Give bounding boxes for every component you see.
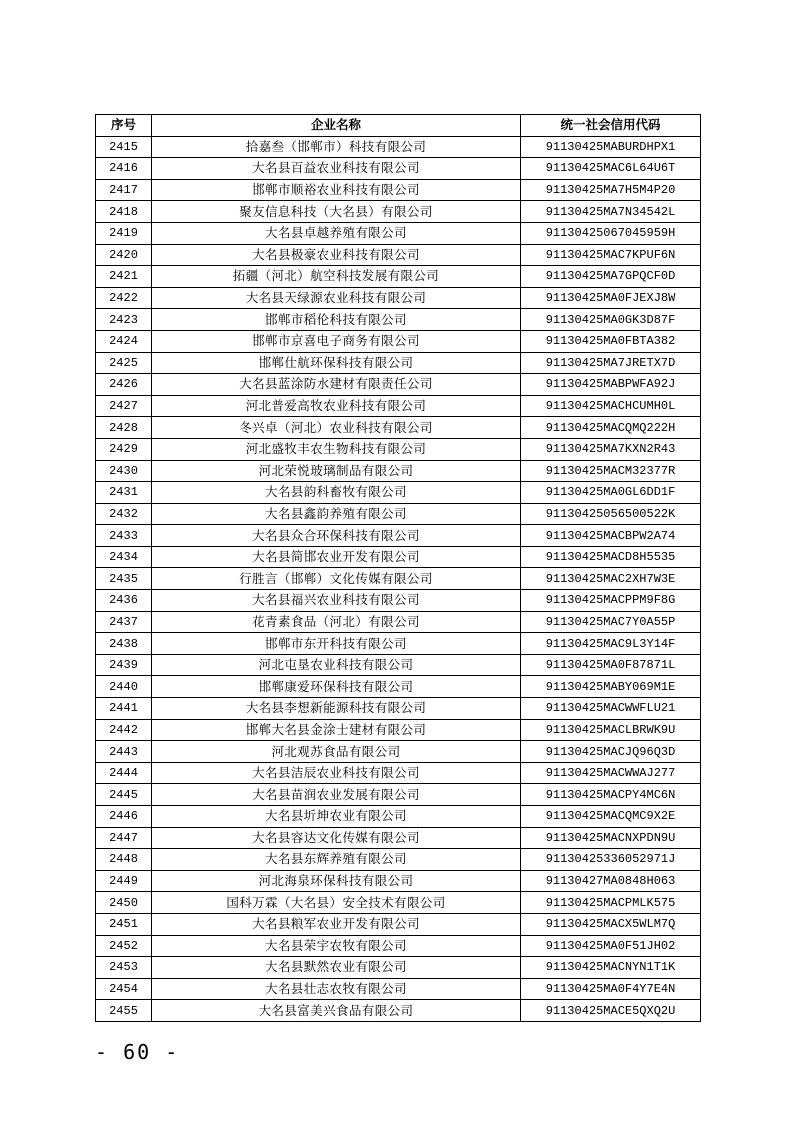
company-name: 拓疆（河北）航空科技发展有限公司: [152, 266, 521, 288]
credit-code: 91130425MACX5WLM7Q: [521, 913, 701, 935]
company-name: 花青素食品（河北）有限公司: [152, 611, 521, 633]
company-name: 大名县苗润农业发展有限公司: [152, 784, 521, 806]
table-row: [96, 222, 701, 244]
credit-code: 91130425MAC6L64U6T: [521, 158, 701, 180]
table-row: [96, 806, 701, 828]
table-row: [96, 611, 701, 633]
row-number: 2419: [96, 222, 152, 244]
company-name: 行胜言（邯郸）文化传媒有限公司: [152, 568, 521, 590]
table-row: [96, 741, 701, 763]
table-row: [96, 590, 701, 612]
credit-code: 91130425MACPPM9F8G: [521, 590, 701, 612]
company-name: 大名县富美兴食品有限公司: [152, 1000, 521, 1022]
credit-code: 91130425MA7N34542L: [521, 201, 701, 223]
table-row: [96, 417, 701, 439]
row-number: 2441: [96, 698, 152, 720]
company-name: 拾嘉叁（邯郸市）科技有限公司: [152, 136, 521, 158]
table-row: [96, 1000, 701, 1022]
table-row: [96, 395, 701, 417]
company-name: 大名县简邯农业开发有限公司: [152, 546, 521, 568]
credit-code: 91130425MACNYN1T1K: [521, 957, 701, 979]
table-row: [96, 266, 701, 288]
row-number: 2429: [96, 438, 152, 460]
company-name: 河北观苏食品有限公司: [152, 741, 521, 763]
row-number: 2445: [96, 784, 152, 806]
table-row: [96, 503, 701, 525]
credit-code: 91130425MABPWFA92J: [521, 374, 701, 396]
row-number: 2422: [96, 287, 152, 309]
credit-code: 91130425MA7JRETX7D: [521, 352, 701, 374]
table-row: [96, 136, 701, 158]
table-row: [96, 892, 701, 914]
company-name: 河北普爱高牧农业科技有限公司: [152, 395, 521, 417]
table-row: [96, 654, 701, 676]
row-number: 2451: [96, 913, 152, 935]
row-number: 2424: [96, 330, 152, 352]
table-row: [96, 849, 701, 871]
company-name: 邯郸市顺裕农业科技有限公司: [152, 179, 521, 201]
row-number: 2416: [96, 158, 152, 180]
table-row: [96, 201, 701, 223]
credit-code: 91130425MACPMLK575: [521, 892, 701, 914]
table-row: [96, 546, 701, 568]
table-row: [96, 957, 701, 979]
row-number: 2417: [96, 179, 152, 201]
table-row: [96, 482, 701, 504]
row-number: 2434: [96, 546, 152, 568]
credit-code: 91130425MACM32377R: [521, 460, 701, 482]
row-number: 2448: [96, 849, 152, 871]
row-number: 2415: [96, 136, 152, 158]
row-number: 2453: [96, 957, 152, 979]
company-name: 邯郸大名县金涂士建材有限公司: [152, 719, 521, 741]
row-number: 2435: [96, 568, 152, 590]
credit-code: 91130425MA7GPQCF0D: [521, 266, 701, 288]
row-number: 2425: [96, 352, 152, 374]
company-name: 大名县容达文化传媒有限公司: [152, 827, 521, 849]
row-number: 2428: [96, 417, 152, 439]
company-name: 大名县众合环保科技有限公司: [152, 525, 521, 547]
company-name: 河北荣悦玻璃制品有限公司: [152, 460, 521, 482]
credit-code: 91130425MA0F51JH02: [521, 935, 701, 957]
table-row: [96, 525, 701, 547]
table-row: [96, 568, 701, 590]
row-number: 2438: [96, 633, 152, 655]
credit-code: 91130425MAC7Y0A55P: [521, 611, 701, 633]
credit-code: 91130425MAC7KPUF6N: [521, 244, 701, 266]
credit-code: 91130425MACPY4MC6N: [521, 784, 701, 806]
table-row: [96, 978, 701, 1000]
enterprise-table: [95, 114, 701, 1022]
credit-code: 91130425MA7H5M4P20: [521, 179, 701, 201]
row-number: 2431: [96, 482, 152, 504]
row-number: 2432: [96, 503, 152, 525]
row-number: 2447: [96, 827, 152, 849]
company-name: 大名县韵科畜牧有限公司: [152, 482, 521, 504]
credit-code: 91130425MACE5QXQ2U: [521, 1000, 701, 1022]
credit-code: 91130425MACD8H5535: [521, 546, 701, 568]
table-row: [96, 870, 701, 892]
row-number: 2423: [96, 309, 152, 331]
table-row: [96, 309, 701, 331]
credit-code: 91130425MACWWFLU21: [521, 698, 701, 720]
credit-code: 91130425MACJQ96Q3D: [521, 741, 701, 763]
header-number: 序号: [96, 115, 152, 137]
company-name: 邯郸仕航环保科技有限公司: [152, 352, 521, 374]
credit-code: 91130425056500522K: [521, 503, 701, 525]
company-name: 大名县福兴农业科技有限公司: [152, 590, 521, 612]
company-name: 河北屯垦农业科技有限公司: [152, 654, 521, 676]
row-number: 2444: [96, 762, 152, 784]
company-name: 邯郸市京喜电子商务有限公司: [152, 330, 521, 352]
company-name: 河北盛牧丰农生物科技有限公司: [152, 438, 521, 460]
company-name: 大名县卓越养殖有限公司: [152, 222, 521, 244]
row-number: 2421: [96, 266, 152, 288]
table-row: [96, 352, 701, 374]
table-row: [96, 287, 701, 309]
company-name: 大名县天绿源农业科技有限公司: [152, 287, 521, 309]
credit-code: 91130425MABURDHPX1: [521, 136, 701, 158]
table-row: [96, 913, 701, 935]
row-number: 2427: [96, 395, 152, 417]
company-name: 大名县东辉养殖有限公司: [152, 849, 521, 871]
company-name: 大名县壮志农牧有限公司: [152, 978, 521, 1000]
table-row: [96, 179, 701, 201]
company-name: 大名县默然农业有限公司: [152, 957, 521, 979]
table-row: [96, 935, 701, 957]
credit-code: 91130425MA0FBTA382: [521, 330, 701, 352]
table-row: [96, 460, 701, 482]
company-name: 河北海泉环保科技有限公司: [152, 870, 521, 892]
row-number: 2443: [96, 741, 152, 763]
company-name: 冬兴卓（河北）农业科技有限公司: [152, 417, 521, 439]
credit-code: 91130427MA0848H063: [521, 870, 701, 892]
credit-code: 91130425MA0FJEXJ8W: [521, 287, 701, 309]
company-name: 国科万霖（大名县）安全技术有限公司: [152, 892, 521, 914]
row-number: 2420: [96, 244, 152, 266]
row-number: 2440: [96, 676, 152, 698]
row-number: 2455: [96, 1000, 152, 1022]
credit-code: 91130425MA0GK3D87F: [521, 309, 701, 331]
company-name: 大名县荣宇农牧有限公司: [152, 935, 521, 957]
credit-code: 91130425MA0GL6DD1F: [521, 482, 701, 504]
company-name: 大名县百益农业科技有限公司: [152, 158, 521, 180]
row-number: 2436: [96, 590, 152, 612]
credit-code: 91130425MACLBRWK9U: [521, 719, 701, 741]
company-name: 大名县李想新能源科技有限公司: [152, 698, 521, 720]
company-name: 大名县蓝涂防水建材有限责任公司: [152, 374, 521, 396]
row-number: 2439: [96, 654, 152, 676]
credit-code: 9113042533605297​1J: [521, 849, 701, 871]
row-number: 2446: [96, 806, 152, 828]
table-row: [96, 244, 701, 266]
credit-code: 91130425MACNXPDN9U: [521, 827, 701, 849]
table-row: [96, 827, 701, 849]
credit-code: 91130425MACHCUMH0L: [521, 395, 701, 417]
credit-code: 91130425MACQMC9X2E: [521, 806, 701, 828]
row-number: 2452: [96, 935, 152, 957]
row-number: 2433: [96, 525, 152, 547]
company-name: 大名县洁辰农业科技有限公司: [152, 762, 521, 784]
credit-code: 91130425MACQMQ222H: [521, 417, 701, 439]
row-number: 2426: [96, 374, 152, 396]
row-number: 2442: [96, 719, 152, 741]
table-body: [96, 136, 701, 1021]
table-row: [96, 698, 701, 720]
row-number: 2449: [96, 870, 152, 892]
credit-code: 91130425MA7KXN2R43: [521, 438, 701, 460]
header-company-name: 企业名称: [152, 115, 521, 137]
row-number: 2437: [96, 611, 152, 633]
table-row: [96, 158, 701, 180]
table-header-row: [96, 115, 701, 137]
credit-code: 91130425MA0F87871L: [521, 654, 701, 676]
row-number: 2454: [96, 978, 152, 1000]
credit-code: 91130425MAC9L3Y14F: [521, 633, 701, 655]
table-row: [96, 633, 701, 655]
table-row: [96, 330, 701, 352]
credit-code: 91130425MA0F4Y7E4N: [521, 978, 701, 1000]
company-name: 大名县粮军农业开发有限公司: [152, 913, 521, 935]
credit-code: 91130425MACBPW2A74: [521, 525, 701, 547]
company-name: 大名县圻坤农业有限公司: [152, 806, 521, 828]
page-number: - 60 -: [95, 1040, 180, 1064]
row-number: 2430: [96, 460, 152, 482]
row-number: 2418: [96, 201, 152, 223]
company-name: 大名县极豪农业科技有限公司: [152, 244, 521, 266]
table-row: [96, 676, 701, 698]
credit-code: 9113042506704595​9H: [521, 222, 701, 244]
table-row: [96, 784, 701, 806]
table-row: [96, 374, 701, 396]
credit-code: 91130425MAC2XH7W3E: [521, 568, 701, 590]
table-row: [96, 719, 701, 741]
company-name: 邯郸康爱环保科技有限公司: [152, 676, 521, 698]
header-credit-code: 统一社会信用代码: [521, 115, 701, 137]
company-name: 聚友信息科技（大名县）有限公司: [152, 201, 521, 223]
company-name: 邯郸市东开科技有限公司: [152, 633, 521, 655]
credit-code: 91130425MABY069M1E: [521, 676, 701, 698]
row-number: 2450: [96, 892, 152, 914]
company-name: 邯郸市稻伦科技有限公司: [152, 309, 521, 331]
credit-code: 91130425MACWWAJ277: [521, 762, 701, 784]
company-name: 大名县鑫韵养殖有限公司: [152, 503, 521, 525]
table-row: [96, 762, 701, 784]
table-row: [96, 438, 701, 460]
